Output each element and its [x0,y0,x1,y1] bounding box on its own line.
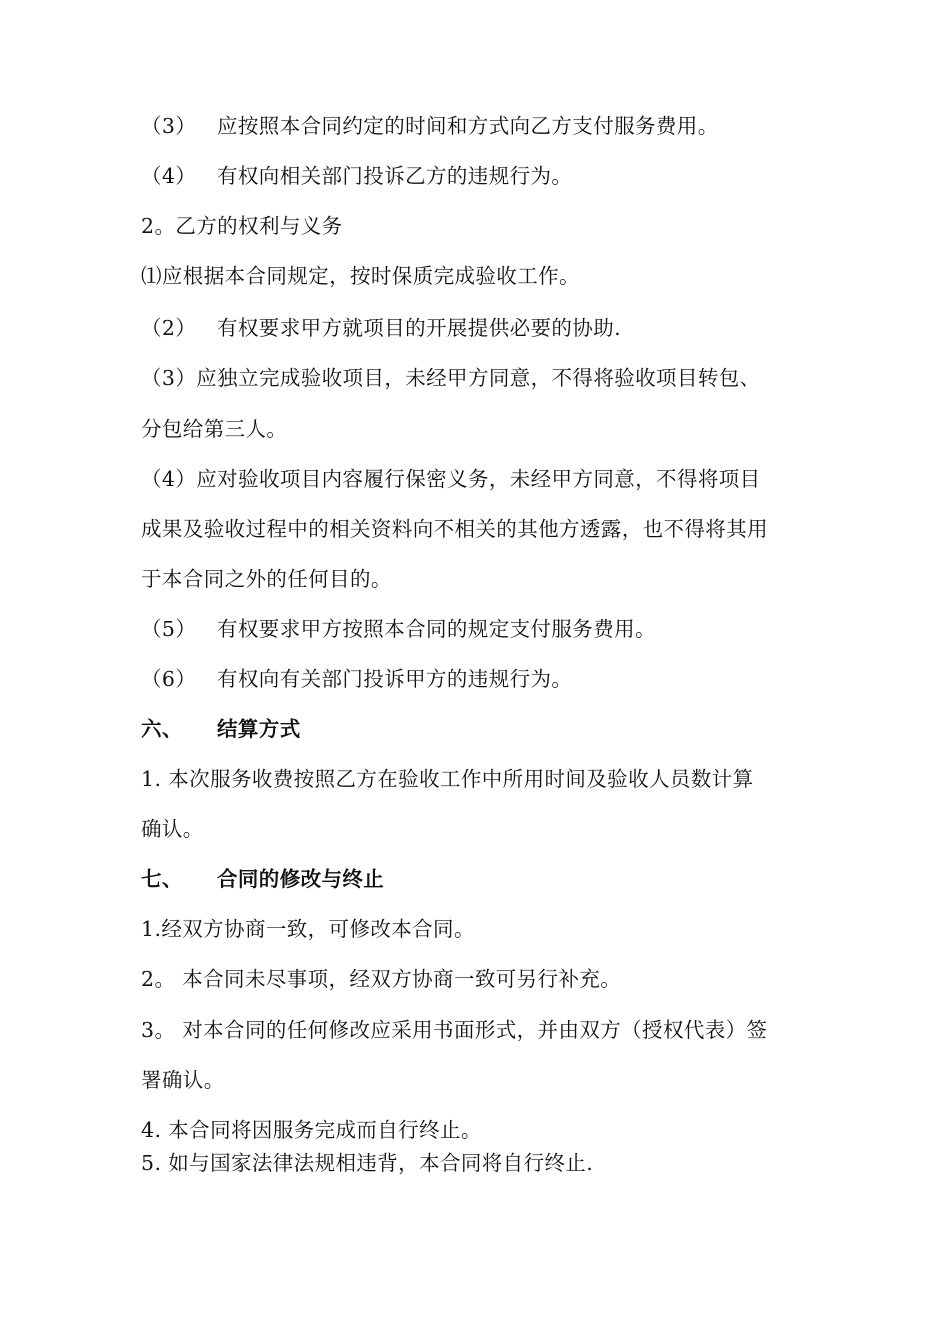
section-number: 七、 [141,867,183,891]
item-text: 确认。 [141,817,204,841]
amend-2 [141,966,621,992]
amend-3-line2 [141,1067,225,1093]
section-heading-party-b [141,213,343,239]
section-heading-6 [141,716,301,742]
clause-b3-line2 [141,416,287,442]
settlement-line2 [141,816,204,842]
clause-b4-line1 [141,466,761,492]
clause-b2 [141,315,622,341]
amend-3-line1 [141,1017,767,1043]
item-number: （6） [141,667,197,691]
section-heading-7 [141,866,385,892]
item-number: （4） [141,164,197,188]
amend-1 [141,916,475,942]
item-text: 于本合同之外的任何目的。 [141,567,392,591]
item-text: 1. 本次服务收费按照乙方在验收工作中所用时间及验收人员数计算 [141,767,754,791]
section-title: 结算方式 [217,717,301,741]
item-text: ⑴应根据本合同规定，按时保质完成验收工作。 [141,264,580,288]
item-text: 1.经双方协商一致，可修改本合同。 [141,917,475,941]
clause-a4 [141,163,573,189]
clause-b1 [141,263,580,289]
item-text: 5. 如与国家法律法规相违背，本合同将自行终止. [141,1151,594,1175]
clause-b6 [141,666,573,692]
item-number: （5） [141,617,197,641]
item-text: 有权向相关部门投诉乙方的违规行为。 [217,164,573,188]
clause-b4-line3 [141,566,392,592]
clause-b4-line2 [141,516,768,542]
item-text: 应按照本合同约定的时间和方式向乙方支付服务费用。 [217,114,719,138]
item-text: 4. 本合同将因服务完成而自行终止。 [141,1118,482,1142]
item-text: 有权要求甲方按照本合同的规定支付服务费用。 [217,617,656,641]
item-text: 署确认。 [141,1068,225,1092]
section-number: 六、 [141,717,183,741]
clause-a3 [141,113,719,139]
item-text: 2。 本合同未尽事项，经双方协商一致可另行补充。 [141,967,622,991]
item-text: 有权要求甲方就项目的开展提供必要的协助. [217,316,622,340]
item-number: （3） [141,114,197,138]
item-text: 分包给第三人。 [141,417,288,441]
item-number: （2） [141,316,197,340]
heading-text: 2。乙方的权利与义务 [141,214,343,238]
item-text: （3）应独立完成验收项目，未经甲方同意，不得将验收项目转包、 [141,366,761,390]
item-text: （4）应对验收项目内容履行保密义务，未经甲方同意，不得将项目 [141,467,761,491]
section-title: 合同的修改与终止 [217,867,385,891]
clause-b5 [141,616,656,642]
item-text: 3。 对本合同的任何修改应采用书面形式，并由双方（授权代表）签 [141,1018,768,1042]
clause-b3-line1 [141,365,761,391]
item-text: 成果及验收过程中的相关资料向不相关的其他方透露，也不得将其用 [141,517,768,541]
settlement-line1 [141,766,753,792]
amend-5 [141,1150,593,1176]
amend-4 [141,1117,482,1143]
item-text: 有权向有关部门投诉甲方的违规行为。 [217,667,573,691]
